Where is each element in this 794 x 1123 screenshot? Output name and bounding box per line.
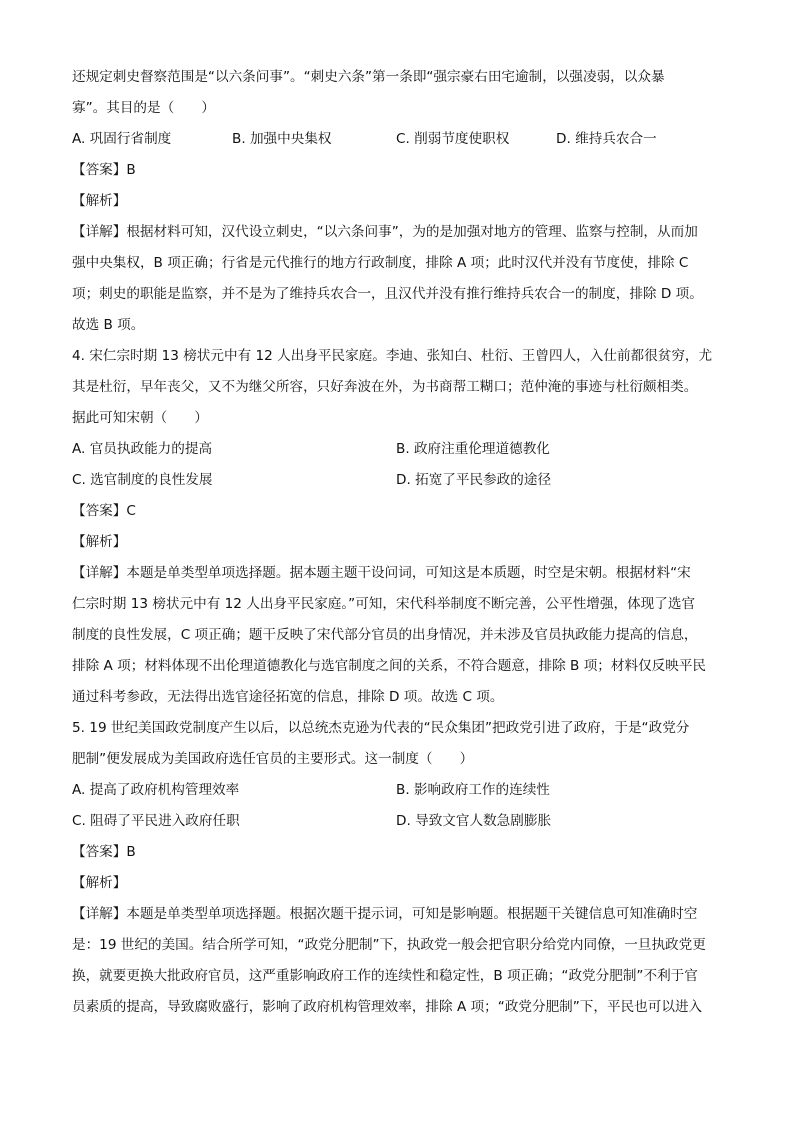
q3-detail-line: 故选 B 项。 — [72, 317, 145, 333]
q5-option-a: A. 提高了政府机构管理效率 — [72, 782, 240, 798]
q3-analysis-label: 【解析】 — [72, 193, 127, 209]
question-3 — [72, 62, 724, 341]
q4-detail-line: 【详解】本题是单类型单项选择题。据本题主题干设问词，可知这是本质题，时空是宋朝。根据材料“宋 — [72, 565, 691, 581]
q3-option-a: A. 巩固行省制度 — [72, 131, 172, 147]
q4-option-a: A. 官员执政能力的提高 — [72, 441, 213, 457]
q5-detail-line: 员素质的提高，导致腐败盛行，影响了政府机构管理效率，排除 A 项；“政党分肥制”下，平民也可以进入 — [72, 999, 703, 1015]
q3-detail-line: 【详解】根据材料可知，汉代设立刺史，“以六条问事”，为的是加强对地方的管理、监察与控制，从而加 — [72, 224, 698, 240]
q3-detail-line: 强中央集权，B 项正确；行省是元代推行的地方行政制度，排除 A 项；此时汉代并没有节度使，排除 C — [72, 255, 689, 271]
q5-options-row-1 — [72, 775, 724, 806]
q5-answer: 【答案】B — [72, 844, 136, 860]
q3-option-d: D. 维持兵农合一 — [556, 131, 657, 147]
q4-detail-line: 仁宗时期 13 榜状元中有 12 人出身平民家庭。”可知，宋代科举制度不断完善，公平性增强，体现了选官 — [72, 596, 696, 612]
q4-stem-line: 4. 宋仁宗时期 13 榜状元中有 12 人出身平民家庭。李迪、张知白、杜衍、王曾四人，入仕前都很贫穷，尤 — [72, 348, 713, 364]
question-5 — [72, 713, 724, 1023]
q3-stem-line: 寡”。其目的是（ ） — [72, 100, 215, 116]
q4-option-c: C. 选官制度的良性发展 — [72, 472, 213, 488]
q3-detail-line: 项；刺史的职能是监察，并不是为了维持兵农合一，且汉代并没有推行维持兵农合一的制度，排除 D 项。 — [72, 286, 703, 302]
q5-option-b: B. 影响政府工作的连续性 — [396, 782, 550, 798]
q3-option-b: B. 加强中央集权 — [232, 131, 332, 147]
q5-detail-line: 换，就要更换大批政府官员，这严重影响政府工作的连续性和稳定性，B 项正确；“政党分肥制”不利于官 — [72, 968, 698, 984]
q5-analysis-label: 【解析】 — [72, 875, 127, 891]
q3-option-c: C. 削弱节度使职权 — [396, 131, 510, 147]
q4-stem-line: 据此可知宋朝（ ） — [72, 410, 208, 426]
q4-options-row-2 — [72, 465, 724, 496]
q5-option-d: D. 导致文官人数急剧膨胀 — [396, 813, 552, 829]
q5-options-row-2 — [72, 806, 724, 837]
q4-analysis-label: 【解析】 — [72, 534, 127, 550]
q5-stem-line: 5. 19 世纪美国政党制度产生以后，以总统杰克逊为代表的“民众集团”把政党引进了政府，于是“政党分 — [72, 720, 690, 736]
q3-options — [72, 124, 724, 155]
q4-detail-line: 排除 A 项；材料体现不出伦理道德教化与选官制度之间的关系，不符合题意，排除 B 项；材料仅反映平民 — [72, 658, 707, 674]
q4-options-row-1 — [72, 434, 724, 465]
q4-detail-line: 制度的良性发展，C 项正确；题干反映了宋代部分官员的出身情况，并未涉及官员执政能力提高的信息， — [72, 627, 698, 643]
q5-stem-line: 肥制”便发展成为美国政府选任官员的主要形式。这一制度（ ） — [72, 751, 474, 767]
q5-detail-line: 是：19 世纪的美国。结合所学可知，“政党分肥制”下，执政党一般会把官职分给党内同僚，一旦执政党更 — [72, 937, 706, 953]
q5-detail-line: 【详解】本题是单类型单项选择题。根据次题干提示词，可知是影响题。根据题干关键信息可知准确时空 — [72, 906, 698, 922]
q4-option-d: D. 拓宽了平民参政的途径 — [396, 472, 552, 488]
question-4 — [72, 341, 724, 713]
q3-answer: 【答案】B — [72, 162, 136, 178]
q4-detail-line: 通过科考参政，无法得出选官途径拓宽的信息，排除 D 项。故选 C 项。 — [72, 689, 504, 705]
q5-option-c: C. 阻碍了平民进入政府任职 — [72, 813, 240, 829]
document-page — [72, 62, 724, 1023]
q3-stem-line: 还规定刺史督察范围是“以六条问事”。“刺史六条”第一条即“强宗豪右田宅逾制，以强凌弱，以众暴 — [72, 69, 665, 85]
q4-stem-line: 其是杜衍，早年丧父，又不为继父所容，只好奔波在外，为书商帮工糊口；范仲淹的事迹与杜衍颇相类。 — [72, 379, 698, 395]
q4-option-b: B. 政府注重伦理道德教化 — [396, 441, 550, 457]
q4-answer: 【答案】C — [72, 503, 136, 519]
